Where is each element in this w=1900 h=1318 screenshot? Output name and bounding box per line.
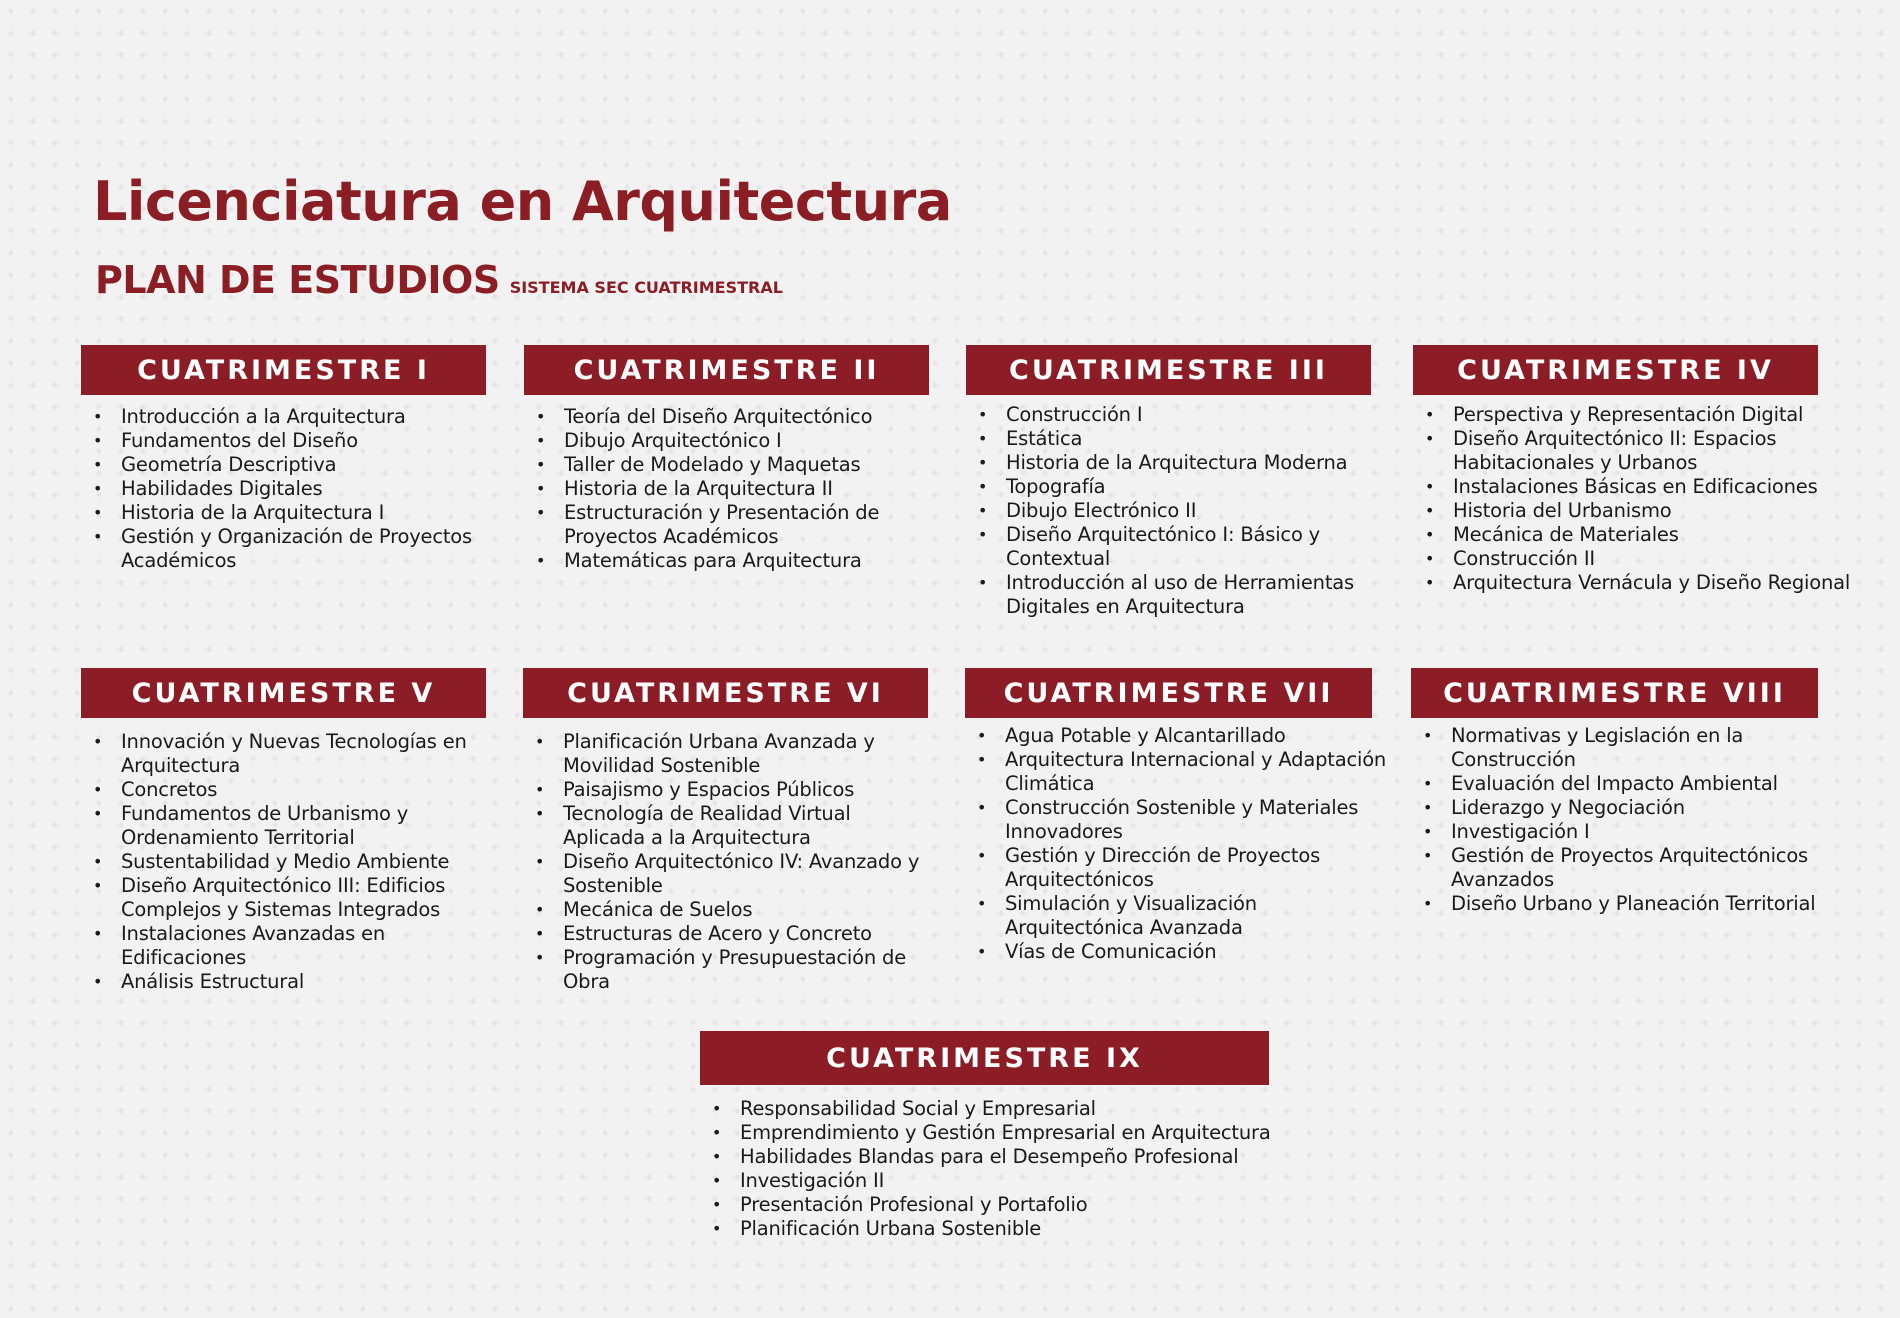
course-list bbox=[524, 405, 944, 573]
term-3 bbox=[966, 345, 1371, 619]
subtitle-row bbox=[95, 258, 783, 302]
course-item: • Sustentabilidad y Medio Ambiente bbox=[81, 850, 486, 874]
course-list bbox=[700, 1097, 1300, 1241]
course-item: • Paisajismo y Espacios Públicos bbox=[523, 778, 928, 802]
course-list bbox=[81, 405, 511, 573]
course-item: • Diseño Arquitectónico II: Espacios Habitacionales y Urbanos bbox=[1413, 427, 1853, 475]
course-item: • Innovación y Nuevas Tecnologías en Arquitectura bbox=[81, 730, 486, 778]
course-item: • Geometría Descriptiva bbox=[81, 453, 511, 477]
course-item: • Topografía bbox=[966, 475, 1386, 499]
course-item: • Investigación I bbox=[1411, 820, 1851, 844]
course-item: • Investigación II bbox=[700, 1169, 1300, 1193]
course-item: • Introducción al uso de Herramientas Digitales en Arquitectura bbox=[966, 571, 1386, 619]
course-item: • Historia del Urbanismo bbox=[1413, 499, 1853, 523]
page-title: Licenciatura en Arquitectura bbox=[93, 170, 952, 233]
course-item: • Construcción I bbox=[966, 403, 1386, 427]
course-item: • Normativas y Legislación en la Construcción bbox=[1411, 724, 1851, 772]
term-9 bbox=[700, 1031, 1269, 1241]
course-item: • Estática bbox=[966, 427, 1386, 451]
course-item: • Tecnología de Realidad Virtual Aplicada a la Arquitectura bbox=[523, 802, 928, 850]
course-item: • Mecánica de Materiales bbox=[1413, 523, 1853, 547]
term-6 bbox=[523, 668, 928, 994]
course-item: • Gestión y Dirección de Proyectos Arquitectónicos bbox=[965, 844, 1395, 892]
course-item: • Historia de la Arquitectura Moderna bbox=[966, 451, 1386, 475]
term-header: CUATRIMESTRE V bbox=[81, 668, 486, 718]
term-header: CUATRIMESTRE VI bbox=[523, 668, 928, 718]
course-list bbox=[523, 730, 928, 994]
course-item: • Teoría del Diseño Arquitectónico bbox=[524, 405, 944, 429]
course-list bbox=[81, 730, 486, 994]
course-item: • Estructuración y Presentación de Proyectos Académicos bbox=[524, 501, 944, 549]
course-item: • Arquitectura Vernácula y Diseño Regional bbox=[1413, 571, 1853, 595]
term-2 bbox=[524, 345, 929, 573]
course-item: • Emprendimiento y Gestión Empresarial en Arquitectura bbox=[700, 1121, 1300, 1145]
course-item: • Fundamentos del Diseño bbox=[81, 429, 511, 453]
course-item: • Estructuras de Acero y Concreto bbox=[523, 922, 928, 946]
course-item: • Planificación Urbana Avanzada y Movilidad Sostenible bbox=[523, 730, 928, 778]
course-item: • Diseño Urbano y Planeación Territorial bbox=[1411, 892, 1851, 916]
course-item: • Diseño Arquitectónico IV: Avanzado y Sostenible bbox=[523, 850, 928, 898]
term-header: CUATRIMESTRE VIII bbox=[1411, 668, 1818, 718]
course-item: • Responsabilidad Social y Empresarial bbox=[700, 1097, 1300, 1121]
course-item: • Historia de la Arquitectura II bbox=[524, 477, 944, 501]
course-item: • Instalaciones Básicas en Edificaciones bbox=[1413, 475, 1853, 499]
course-item: • Gestión de Proyectos Arquitectónicos Avanzados bbox=[1411, 844, 1851, 892]
course-item: • Agua Potable y Alcantarillado bbox=[965, 724, 1395, 748]
plan-subtitle: PLAN DE ESTUDIOS bbox=[95, 258, 500, 302]
course-item: • Construcción II bbox=[1413, 547, 1853, 571]
course-item: • Arquitectura Internacional y Adaptación Climática bbox=[965, 748, 1395, 796]
term-header: CUATRIMESTRE III bbox=[966, 345, 1371, 395]
course-item: • Construcción Sostenible y Materiales Innovadores bbox=[965, 796, 1395, 844]
course-list bbox=[965, 724, 1395, 964]
term-1 bbox=[81, 345, 486, 573]
course-item: • Concretos bbox=[81, 778, 486, 802]
term-5 bbox=[81, 668, 486, 994]
term-header: CUATRIMESTRE II bbox=[524, 345, 929, 395]
course-item: • Dibujo Electrónico II bbox=[966, 499, 1386, 523]
course-item: • Liderazgo y Negociación bbox=[1411, 796, 1851, 820]
course-item: • Perspectiva y Representación Digital bbox=[1413, 403, 1853, 427]
course-item: • Programación y Presupuestación de Obra bbox=[523, 946, 928, 994]
course-item: • Habilidades Digitales bbox=[81, 477, 511, 501]
course-list bbox=[1413, 403, 1853, 595]
course-item: • Análisis Estructural bbox=[81, 970, 486, 994]
term-header: CUATRIMESTRE I bbox=[81, 345, 486, 395]
course-item: • Introducción a la Arquitectura bbox=[81, 405, 511, 429]
course-item: • Diseño Arquitectónico I: Básico y Contextual bbox=[966, 523, 1386, 571]
course-item: • Historia de la Arquitectura I bbox=[81, 501, 511, 525]
term-header: CUATRIMESTRE VII bbox=[965, 668, 1372, 718]
course-item: • Vías de Comunicación bbox=[965, 940, 1395, 964]
course-item: • Habilidades Blandas para el Desempeño Profesional bbox=[700, 1145, 1300, 1169]
course-list bbox=[966, 403, 1386, 619]
course-item: • Taller de Modelado y Maquetas bbox=[524, 453, 944, 477]
course-item: • Matemáticas para Arquitectura bbox=[524, 549, 944, 573]
course-item: • Presentación Profesional y Portafolio bbox=[700, 1193, 1300, 1217]
term-7 bbox=[965, 668, 1387, 964]
course-item: • Fundamentos de Urbanismo y Ordenamiento Territorial bbox=[81, 802, 486, 850]
term-header: CUATRIMESTRE IX bbox=[700, 1031, 1269, 1085]
term-header: CUATRIMESTRE IV bbox=[1413, 345, 1818, 395]
course-item: • Instalaciones Avanzadas en Edificaciones bbox=[81, 922, 486, 970]
term-8 bbox=[1411, 668, 1818, 916]
course-item: • Diseño Arquitectónico III: Edificios Complejos y Sistemas Integrados bbox=[81, 874, 486, 922]
course-item: • Planificación Urbana Sostenible bbox=[700, 1217, 1300, 1241]
course-item: • Gestión y Organización de Proyectos Académicos bbox=[81, 525, 511, 573]
course-list bbox=[1411, 724, 1851, 916]
course-item: • Mecánica de Suelos bbox=[523, 898, 928, 922]
course-item: • Simulación y Visualización Arquitectónica Avanzada bbox=[965, 892, 1395, 940]
term-4 bbox=[1413, 345, 1851, 595]
course-item: • Dibujo Arquitectónico I bbox=[524, 429, 944, 453]
system-tag: SISTEMA SEC CUATRIMESTRAL bbox=[509, 278, 783, 297]
course-item: • Evaluación del Impacto Ambiental bbox=[1411, 772, 1851, 796]
